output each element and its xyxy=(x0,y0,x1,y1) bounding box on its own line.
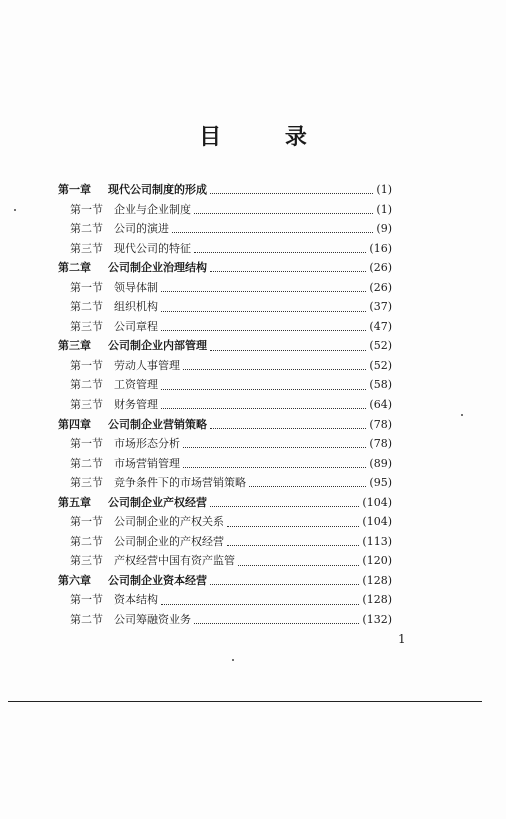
toc-entry-page: (37) xyxy=(369,300,392,314)
toc-entry-number: 第二节 xyxy=(70,456,103,470)
toc-entry-page: (104) xyxy=(362,495,392,509)
toc-entry-title: 工资管理 xyxy=(114,378,158,392)
toc-section-row xyxy=(58,474,392,494)
scan-speck xyxy=(14,209,16,211)
toc-entry-number: 第三节 xyxy=(70,476,103,490)
toc-entry-title: 公司的演进 xyxy=(114,222,169,236)
toc-chapter-row xyxy=(58,337,392,357)
toc-section-row xyxy=(58,513,392,533)
toc-entry-number: 第三节 xyxy=(70,398,103,412)
toc-entry-number: 第四章 xyxy=(58,417,91,431)
dot-leader xyxy=(172,232,373,233)
toc-entry-title: 现代公司制度的形成 xyxy=(108,183,207,196)
toc-section-row xyxy=(58,376,392,396)
scan-speck xyxy=(232,659,234,661)
toc-section-row xyxy=(58,435,392,455)
toc-entry-title: 市场形态分析 xyxy=(114,437,180,451)
dot-leader xyxy=(183,369,366,370)
toc-entry-page: (120) xyxy=(362,554,392,568)
toc-entry-title: 公司制企业的产权经营 xyxy=(114,534,224,548)
toc-chapter-row xyxy=(58,494,392,514)
toc-entry-title: 市场营销管理 xyxy=(114,456,180,470)
toc-entry-number: 第一节 xyxy=(70,437,103,451)
toc-entry-page: (58) xyxy=(369,378,392,392)
toc-entry-page: (1) xyxy=(376,183,392,196)
dot-leader xyxy=(210,350,366,351)
toc-entry-number: 第二节 xyxy=(70,378,103,392)
toc-entry-title: 公司制企业的产权关系 xyxy=(114,515,224,529)
toc-entry-title: 竞争条件下的市场营销策略 xyxy=(114,476,246,490)
toc-entry-page: (95) xyxy=(369,476,392,490)
toc-entry-number: 第一节 xyxy=(70,593,103,607)
toc-entry-page: (52) xyxy=(369,358,392,372)
toc-entry-page: (26) xyxy=(369,280,392,294)
dot-leader xyxy=(227,526,359,527)
dot-leader xyxy=(161,408,366,409)
toc-entry-title: 现代公司的特征 xyxy=(114,241,191,255)
toc-entry-number: 第二节 xyxy=(70,534,103,548)
page-number: 1 xyxy=(398,632,406,646)
dot-leader xyxy=(210,584,359,585)
toc-section-row xyxy=(58,591,392,611)
toc-entry-number: 第三节 xyxy=(70,241,103,255)
toc-entry-page: (1) xyxy=(376,202,392,216)
dot-leader xyxy=(183,447,366,448)
toc-entry-title: 公司筹融资业务 xyxy=(114,613,191,627)
toc-entry-title: 公司制企业营销策略 xyxy=(108,417,207,431)
toc-entry-page: (78) xyxy=(369,417,392,431)
dot-leader xyxy=(194,623,359,624)
dot-leader xyxy=(249,486,366,487)
toc-entry-title: 领导体制 xyxy=(114,280,158,294)
page-title: 目 录 xyxy=(199,125,335,150)
toc-section-row xyxy=(58,220,392,240)
toc-entry-page: (52) xyxy=(369,339,392,353)
toc-entry-number: 第一节 xyxy=(70,515,103,529)
dot-leader xyxy=(210,271,366,272)
toc-entry-number: 第三章 xyxy=(58,339,91,353)
toc-entry-title: 劳动人事管理 xyxy=(114,358,180,372)
dot-leader xyxy=(183,467,366,468)
toc-entry-number: 第二节 xyxy=(70,300,103,314)
dot-leader xyxy=(210,193,373,194)
toc-section-row xyxy=(58,533,392,553)
toc-section-row xyxy=(58,201,392,221)
toc-entry-number: 第五章 xyxy=(58,495,91,509)
toc-entry-number: 第一节 xyxy=(70,202,103,216)
toc-entry-page: (132) xyxy=(362,613,392,627)
toc-entry-title: 企业与企业制度 xyxy=(114,202,191,216)
toc-section-row xyxy=(58,455,392,475)
toc-chapter-row xyxy=(58,181,392,201)
toc-section-row xyxy=(58,552,392,572)
toc-section-row xyxy=(58,318,392,338)
toc-entry-title: 公司制企业资本经营 xyxy=(108,573,207,587)
toc-section-row xyxy=(58,240,392,260)
toc-section-row xyxy=(58,298,392,318)
dot-leader xyxy=(227,545,359,546)
toc-entry-page: (47) xyxy=(369,319,392,333)
dot-leader xyxy=(161,291,366,292)
toc-entry-page: (26) xyxy=(369,261,392,275)
toc-entry-title: 公司制企业内部管理 xyxy=(108,339,207,353)
toc-entry-page: (128) xyxy=(362,593,392,607)
toc-entry-title: 公司制企业产权经营 xyxy=(108,495,207,509)
dot-leader xyxy=(161,604,359,605)
toc-entry-title: 产权经营中国有资产监管 xyxy=(114,554,235,568)
scan-speck xyxy=(461,414,463,416)
toc-entry-title: 资本结构 xyxy=(114,593,158,607)
toc-section-row xyxy=(58,357,392,377)
toc-entry-number: 第一节 xyxy=(70,280,103,294)
toc-entry-title: 公司章程 xyxy=(114,319,158,333)
dot-leader xyxy=(210,428,366,429)
toc-entry-number: 第一节 xyxy=(70,358,103,372)
toc-entry-title: 公司制企业治理结构 xyxy=(108,261,207,275)
toc-entry-number: 第二章 xyxy=(58,261,91,275)
toc-entry-number: 第二节 xyxy=(70,222,103,236)
toc-entry-title: 财务管理 xyxy=(114,398,158,412)
toc-entry-number: 第三节 xyxy=(70,319,103,333)
dot-leader xyxy=(161,389,366,390)
toc-entry-number: 第六章 xyxy=(58,573,91,587)
toc-chapter-row xyxy=(58,572,392,592)
toc-entry-title: 组织机构 xyxy=(114,300,158,314)
toc-section-row xyxy=(58,611,392,631)
toc-entry-page: (16) xyxy=(369,241,392,255)
toc-chapter-row xyxy=(58,259,392,279)
toc-entry-page: (64) xyxy=(369,398,392,412)
toc-entry-page: (113) xyxy=(362,534,392,548)
dot-leader xyxy=(194,213,373,214)
toc-section-row xyxy=(58,279,392,299)
dot-leader xyxy=(161,311,366,312)
bottom-rule xyxy=(8,701,482,702)
toc-entry-number: 第一章 xyxy=(58,183,91,196)
toc-entry-page: (89) xyxy=(369,456,392,470)
table-of-contents xyxy=(58,181,392,631)
toc-entry-page: (128) xyxy=(362,573,392,587)
toc-entry-number: 第二节 xyxy=(70,613,103,627)
toc-entry-page: (9) xyxy=(376,222,392,236)
toc-entry-page: (78) xyxy=(369,437,392,451)
dot-leader xyxy=(238,565,359,566)
dot-leader xyxy=(194,252,366,253)
toc-entry-page: (104) xyxy=(362,515,392,529)
toc-section-row xyxy=(58,396,392,416)
toc-chapter-row xyxy=(58,416,392,436)
toc-entry-number: 第三节 xyxy=(70,554,103,568)
dot-leader xyxy=(210,506,359,507)
dot-leader xyxy=(161,330,366,331)
